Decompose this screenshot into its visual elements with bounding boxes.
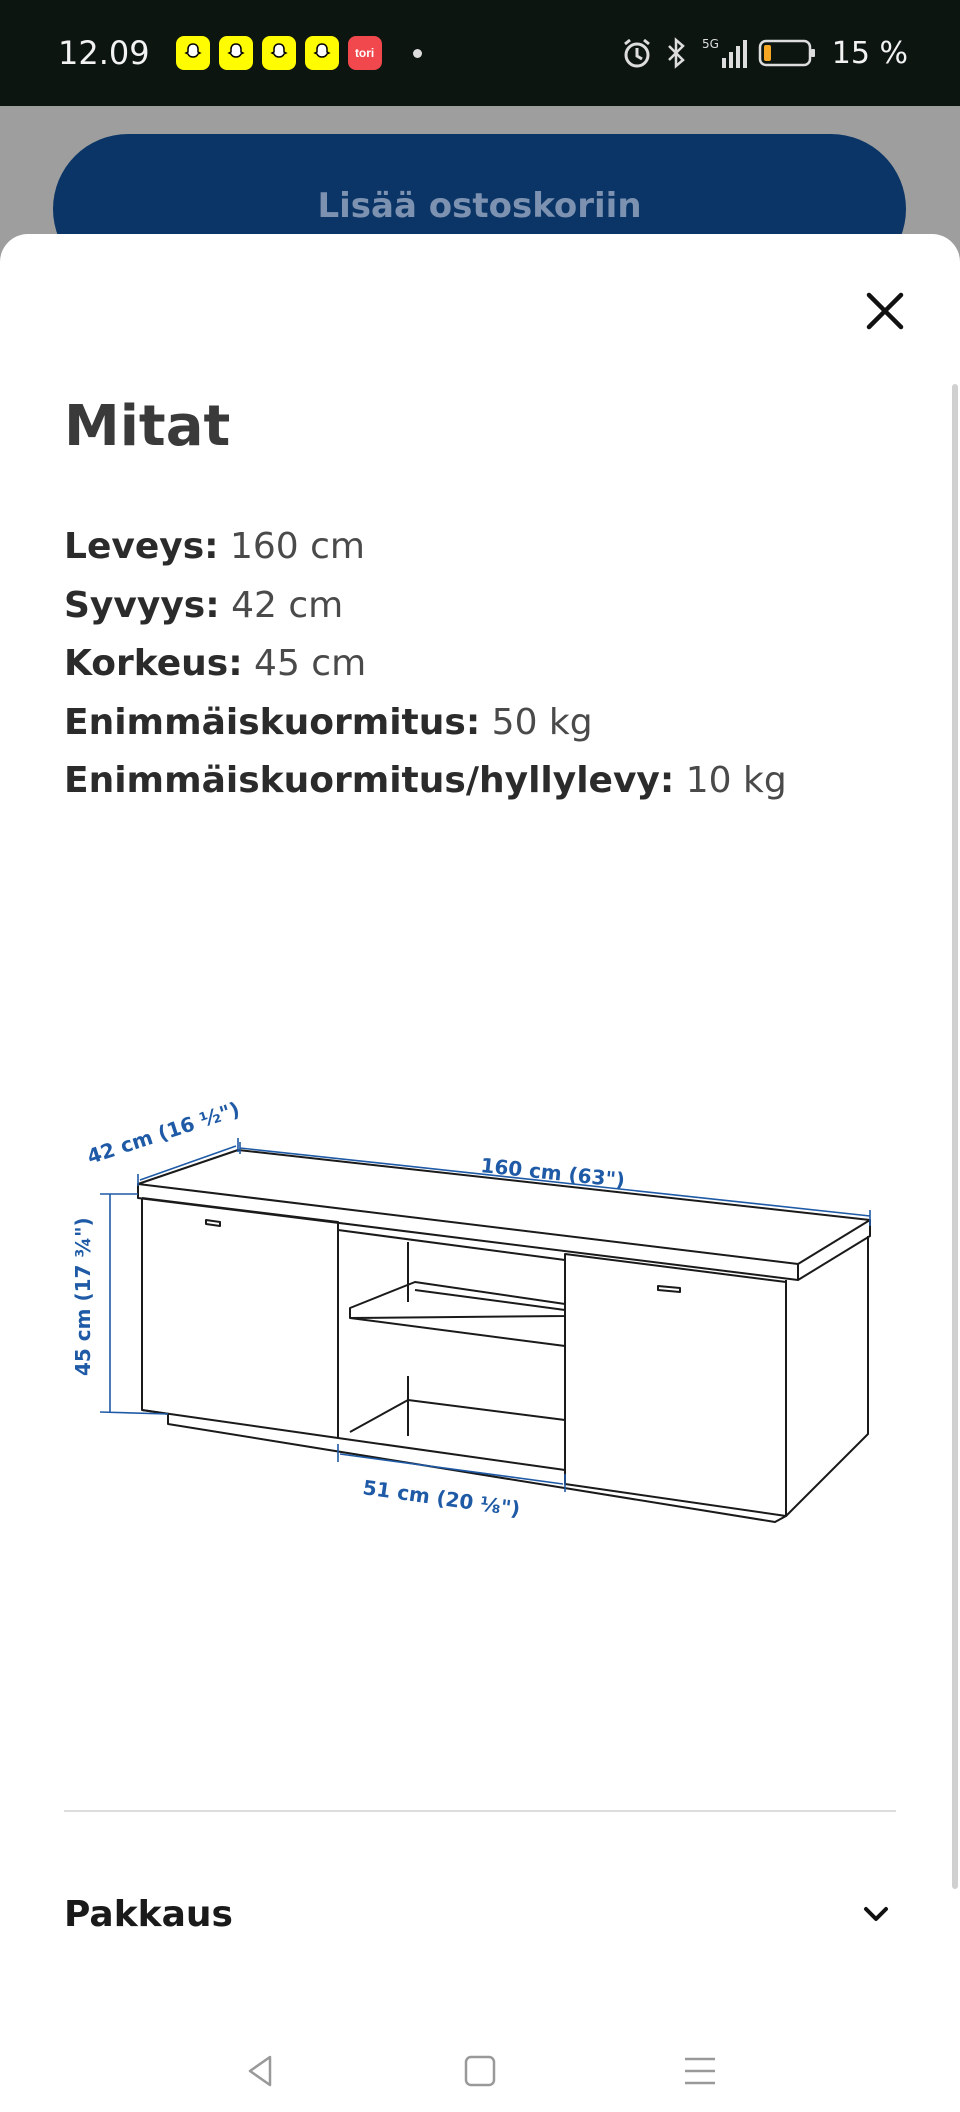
tori-icon: tori [348,36,382,70]
spec-value: 45 cm [254,643,367,684]
snapchat-icon [305,36,339,70]
furniture-drawing [138,1150,870,1522]
scrollbar[interactable] [952,384,958,1889]
depth-dimension-label: 42 cm (16 ½") [84,1096,243,1169]
system-nav-bar [0,2034,960,2112]
close-button[interactable] [860,286,910,336]
package-section-toggle[interactable] [64,1894,896,1935]
alarm-icon [620,36,654,70]
menu-icon[interactable] [680,2051,720,2096]
snapchat-icon [176,36,210,70]
spec-row-width [64,518,787,577]
spec-label: Enimmäiskuormitus/hyllylevy: [64,760,675,801]
spec-value: 42 cm [231,584,344,626]
shelf-dimension-label: 51 cm (20 ⅛") [361,1475,522,1522]
spec-row-max-load [64,694,787,753]
dimension-diagram [60,1054,900,1554]
spec-row-height [64,635,787,694]
spec-value: 10 kg [685,760,787,801]
more-notifications-dot [413,49,422,58]
status-time: 12.09 [58,34,150,72]
svg-text:5G: 5G [701,37,719,51]
dimensions-sheet [0,234,960,2112]
snapchat-icon [219,36,253,70]
home-icon[interactable] [460,2051,500,2096]
battery-percent: 15 % [831,35,908,71]
status-bar [0,0,960,106]
spec-list [64,518,787,811]
bluetooth-icon [664,36,688,70]
back-icon[interactable] [240,2051,280,2096]
divider [64,1810,896,1812]
battery-icon [758,38,816,68]
spec-row-shelf-load [64,752,787,811]
status-indicators [620,36,908,71]
close-icon [860,286,910,336]
chevron-down-icon [856,1895,896,1935]
signal-icon [698,36,748,70]
spec-label: Korkeus: [64,643,243,684]
spec-label: Leveys: [64,526,219,567]
spec-value: 50 kg [491,701,593,743]
width-dimension-label: 160 cm (63") [479,1153,627,1193]
height-dimension-label: 45 cm (17 ¾") [71,1217,95,1376]
package-section-label: Pakkaus [64,1894,233,1935]
spec-value: 160 cm [229,526,366,567]
spec-row-depth [64,577,787,636]
add-to-cart-button[interactable]: Lisää ostoskoriin [53,134,906,284]
dimension-lines [100,1138,870,1492]
spec-label: Syvyys: [64,584,220,626]
spec-label: Enimmäiskuormitus: [64,701,481,743]
snapchat-icon [262,36,296,70]
page-title: Mitat [64,394,231,459]
